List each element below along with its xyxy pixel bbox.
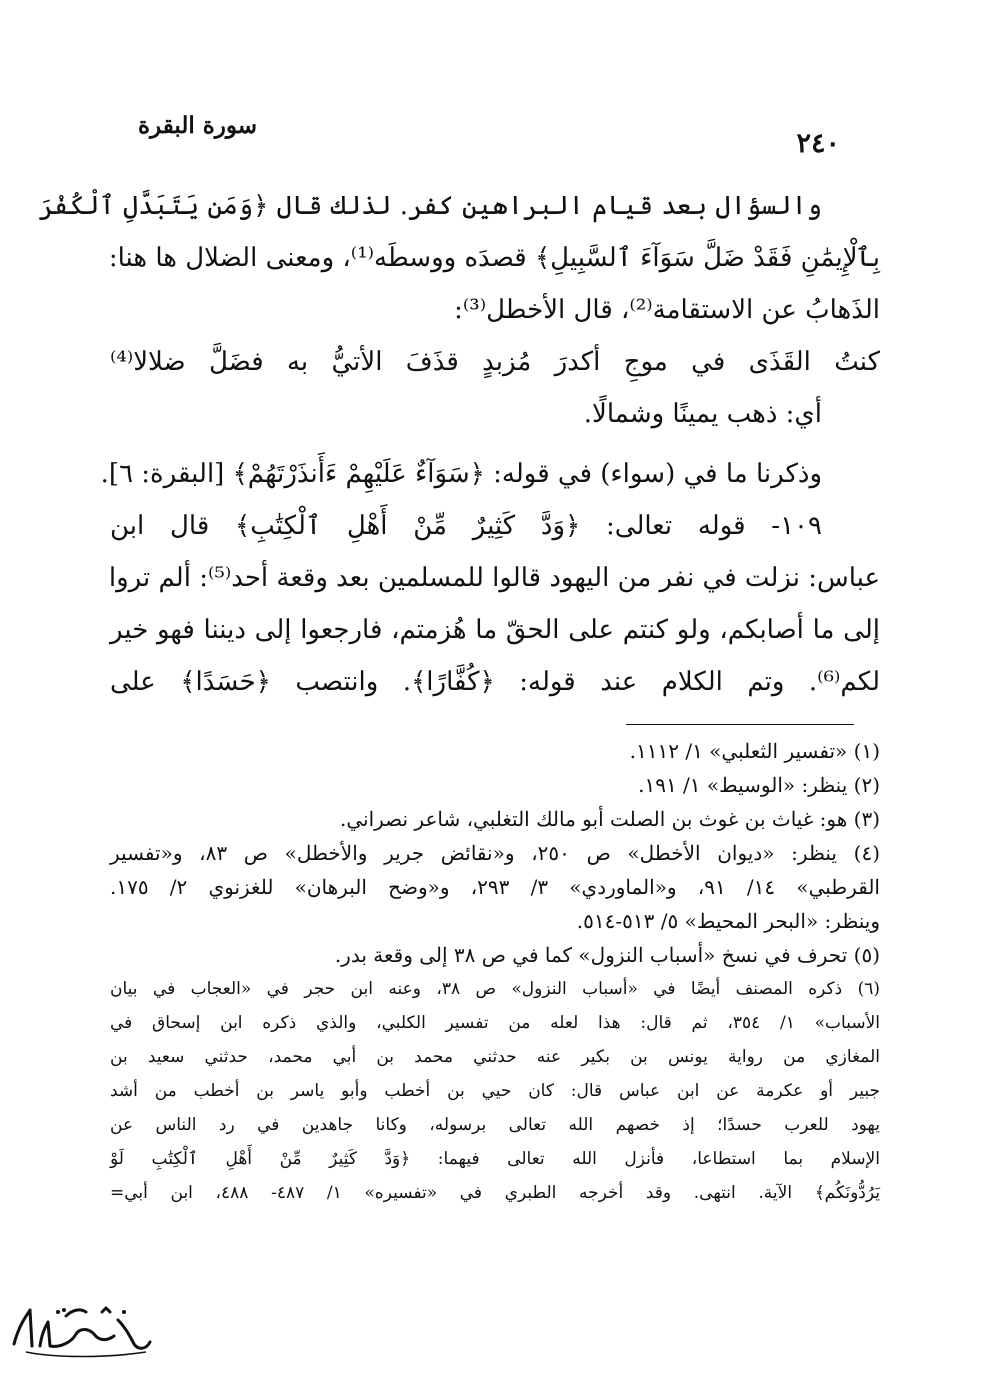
watermark-logo	[6, 1292, 156, 1368]
footnote-line: جبير أو عكرمة عن ابن عباس قال: كان حيي بن أخطب وأبو ياسر بن أخطب من أشد	[110, 1081, 880, 1101]
footnote-line: القرطبي» ١٤/ ٩١، و«الماوردي» ٣/ ٢٩٣، و«وضح البرهان» للغزنوي ٢/ ١٧٥.	[110, 875, 880, 899]
footnote-line: وينظر: «البحر المحيط» ٥/ ٥١٣-٥١٤.	[576, 909, 880, 933]
footnote-line: (٤) ينظر: «ديوان الأخطل» ص ٢٥٠، و«نقائض جرير والأخطل» ص ٨٣، و«تفسير	[110, 841, 881, 865]
body-line: وذكرنا ما في (سواء) في قوله: ﴿سَوَآءٌ عَلَيْهِمْ ءَأَنذَرْتَهُمْ﴾ [البقرة: ٦].	[100, 459, 822, 489]
footnote-line: يَرُدُّونَكُم﴾ الآية. انتهى. وقد أخرجه الطبري في «تفسيره» ١/ ٤٨٧- ٤٨٨، ابن أبي=	[110, 1183, 880, 1203]
body-line: والسؤال بعد قيام البراهين كفر. لذلك قال ﴿وَمَن يَتَبَدَّلِ ٱلْكُفْرَ	[38, 191, 822, 221]
footnote-line: الأسباب» ١/ ٣٥٤، ثم قال: هذا لعله من تفسير الكلبي، والذي ذكره ابن إسحاق في	[110, 1013, 880, 1033]
body-line: ١٠٩- قوله تعالى: ﴿وَدَّ كَثِيرٌ مِّنْ أَهْلِ ٱلْكِتَٰبِ﴾ قال ابن	[110, 511, 822, 541]
main-text-block	[38, 180, 880, 708]
footnote-line: (٦) ذكره المصنف أيضًا في «أسباب النزول» ص ٣٨، وعنه ابن حجر في «العجاب في بيان	[110, 979, 880, 999]
body-line: بِٱلْإِيمَٰنِ فَقَدْ ضَلَّ سَوَآءَ ٱلسَّبِيلِ﴾ قصدَه ووسطَه⁽¹⁾، ومعنى الضلال ها هنا:	[108, 243, 880, 273]
footnote-line: (٢) ينظر: «الوسيط» ١/ ١٩١.	[638, 773, 880, 797]
body-line: عباس: نزلت في نفر من اليهود قالوا للمسلمين بعد وقعة أحد⁽⁵⁾: ألم تروا	[108, 563, 880, 593]
footnote-line: المغازي من رواية يونس بن بكير عنه حدثني محمد بن أبي محمد، حدثني سعيد بن	[110, 1047, 880, 1067]
body-line: لكم⁽⁶⁾. وتم الكلام عند قوله: ﴿كُفَّارًا﴾. وانتصب ﴿حَسَدًا﴾ على	[110, 667, 880, 697]
footnotes-block	[110, 734, 880, 1210]
footnote-line: الإسلام بما استطاعا، فأنزل الله تعالى فيهما: ﴿وَدَّ كَثِيرٌ مِّنْ أَهْلِ ٱلْكِتَٰبِ لَوْ	[110, 1149, 880, 1169]
page-number: ٢٤٠	[796, 128, 840, 159]
body-line: الذَهابُ عن الاستقامة⁽²⁾، قال الأخطل⁽³⁾:	[454, 295, 880, 325]
footnote-line: (٣) هو: غياث بن غوث بن الصلت أبو مالك التغلبي، شاعر نصراني.	[339, 807, 880, 831]
body-line: إلى ما أصابكم، ولو كنتم على الحقّ ما هُزمتم، فارجعوا إلى ديننا فهو خير	[110, 615, 880, 645]
body-line: أي: ذهب يمينًا وشمالًا.	[583, 399, 822, 429]
footnote-line: يهود للعرب حسدًا؛ إذ خصهم الله تعالى برسوله، وكانا جاهدين في رد الناس عن	[110, 1115, 880, 1135]
poetry-verse: كنتُ القَذَى في موجِ أكدرَ مُزبدٍ قذَفَ الأتيُّ به فضَلَّ ضلالا⁽⁴⁾	[110, 347, 880, 377]
footnote-line: (١) «تفسير الثعلبي» ١/ ١١١٢.	[629, 739, 880, 763]
footnote-line: (٥) تحرف في نسخ «أسباب النزول» كما في ص ٣٨ إلى وقعة بدر.	[334, 943, 880, 967]
footnote-divider	[626, 724, 854, 725]
watermark-calligraphy-icon	[6, 1292, 156, 1368]
page-header	[110, 112, 880, 162]
running-title: سورة البقرة	[138, 112, 258, 139]
